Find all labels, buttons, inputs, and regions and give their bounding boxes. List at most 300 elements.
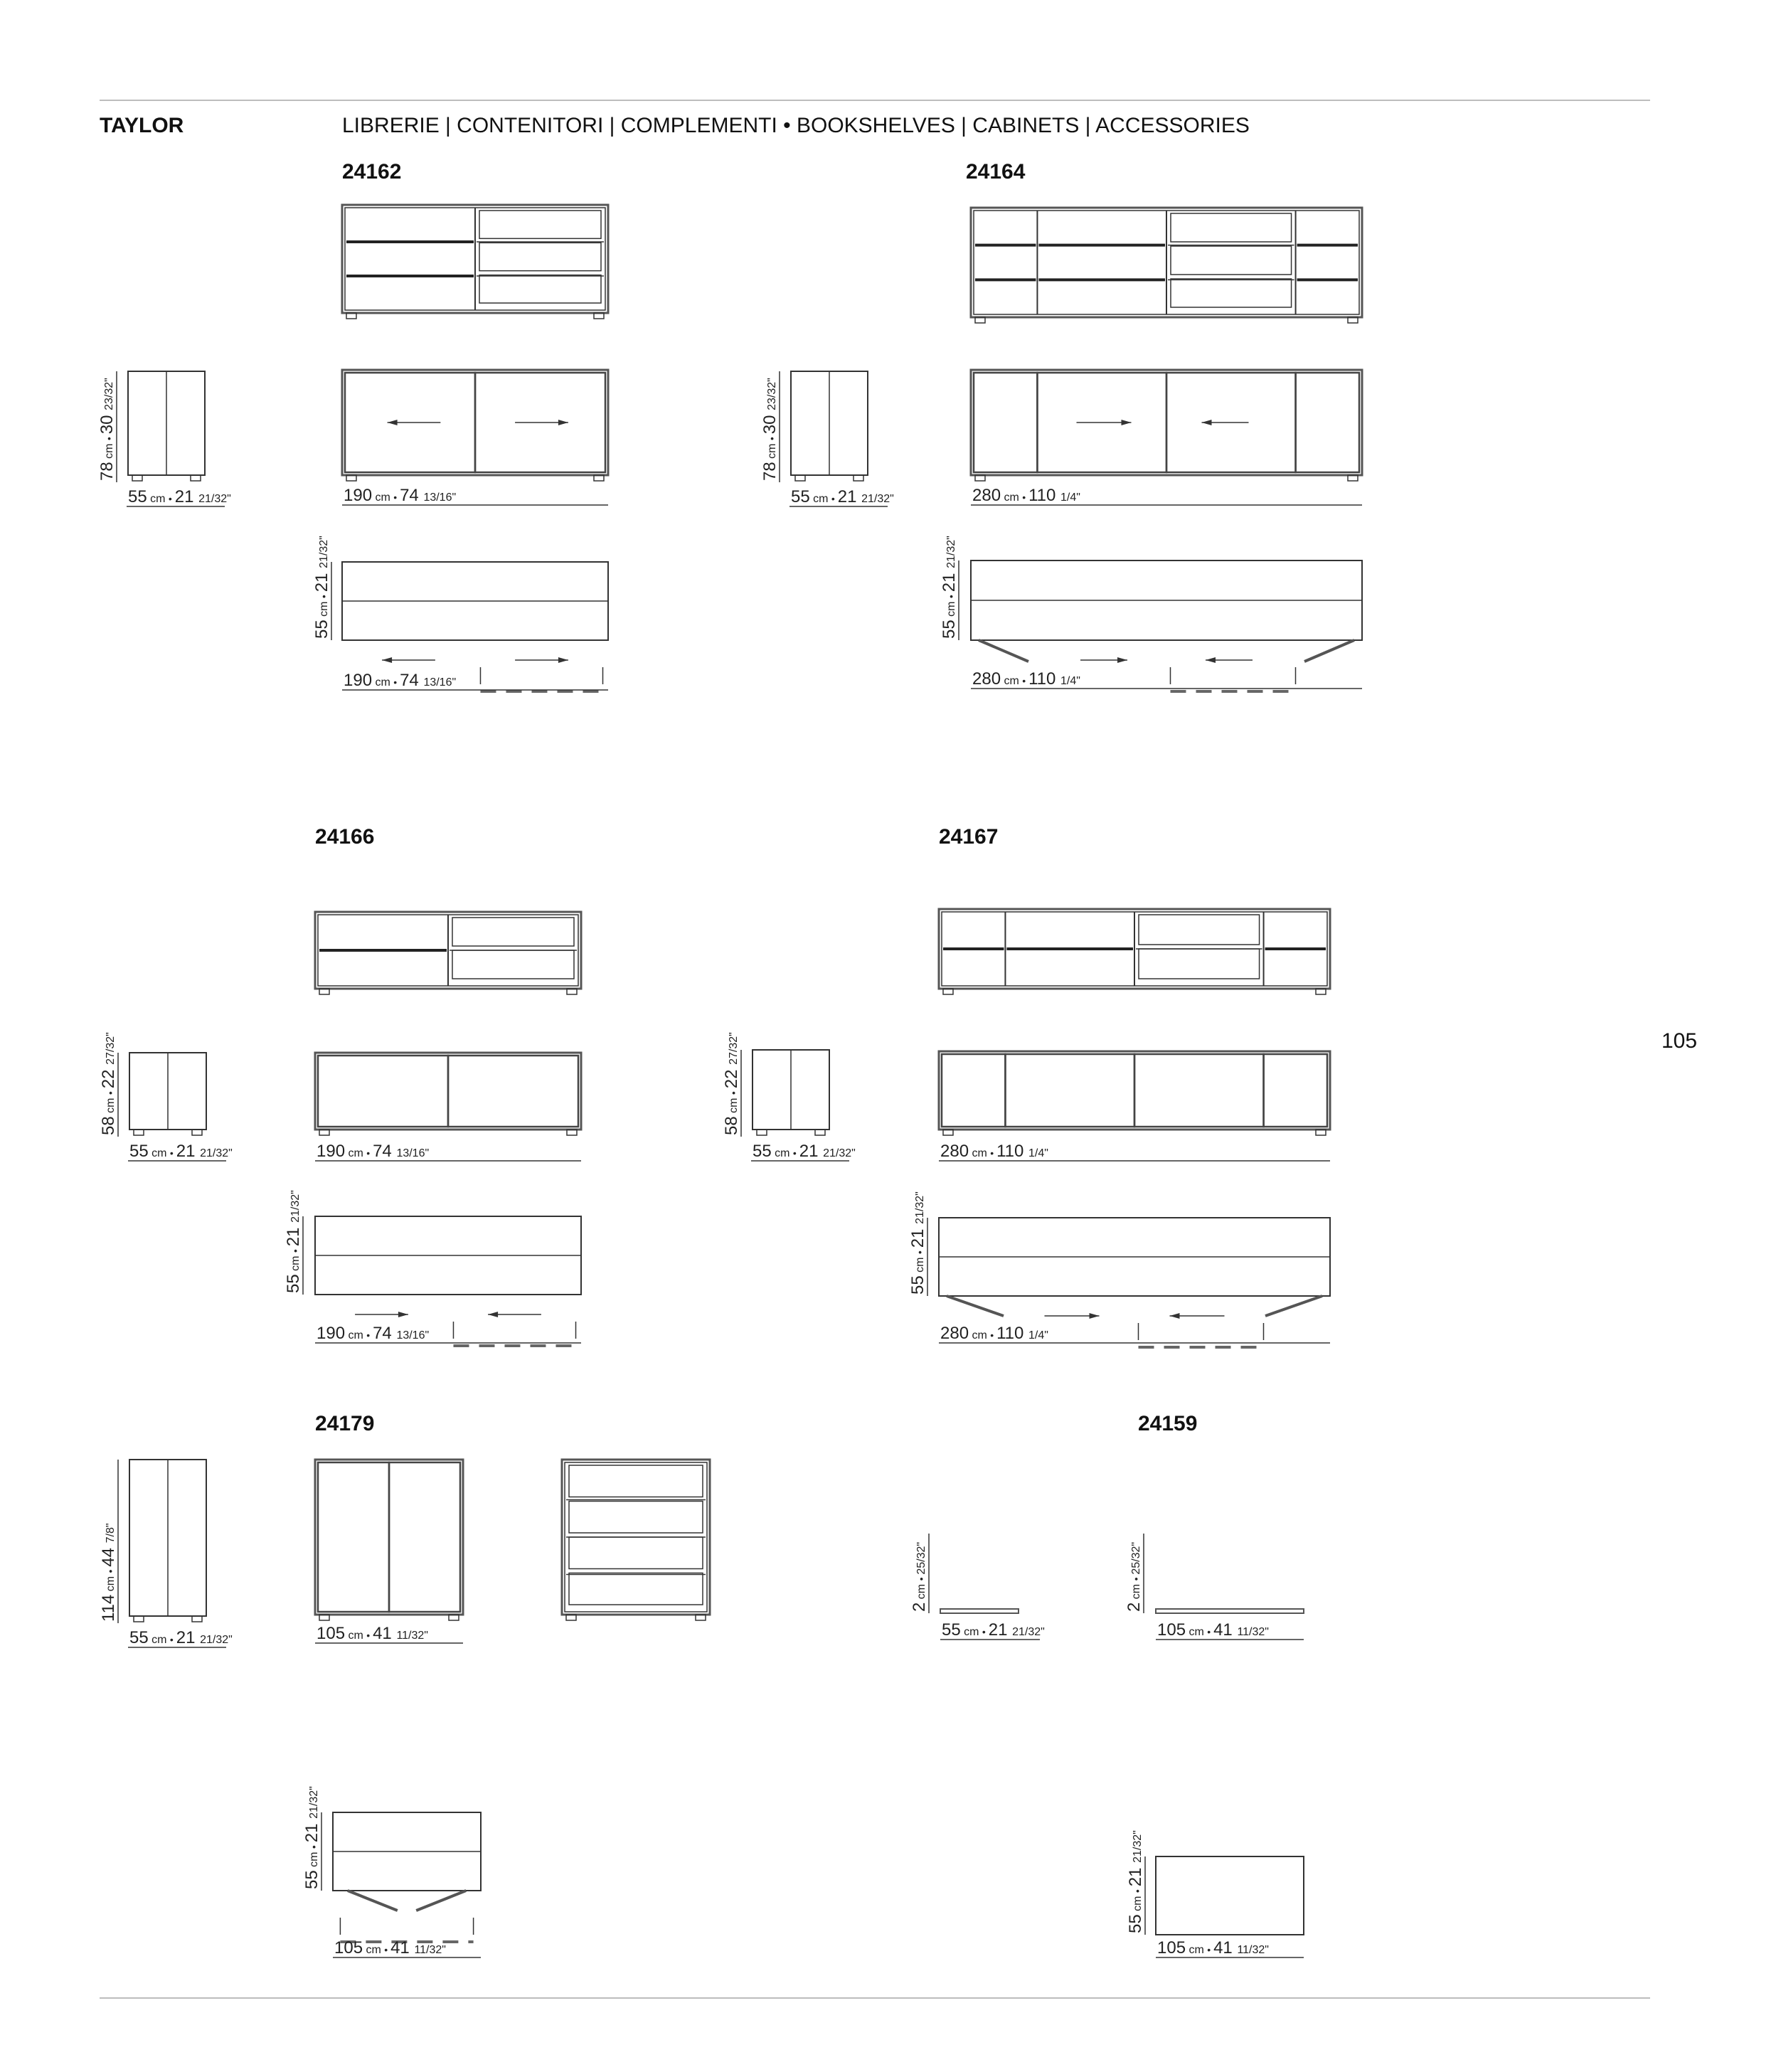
p24167-front-doors-panel-0 [942,1054,1005,1127]
p24162-width-part-0: 190 [344,486,373,505]
p24179-side-height-part-3: 44 [99,1543,118,1567]
p24164-front-drawers-box-2-2 [1171,279,1292,307]
p24159-small-shelf [940,1609,1019,1613]
p24162-width-part-1: cm [372,492,394,504]
p24167-side-height-part-3: 22 [722,1064,741,1089]
p24159-large-shelf-width-part-4: 11/32 [1237,1626,1265,1638]
p24159-small-shelf-depth [942,1620,1045,1640]
p24167-width-part-2: • [990,1147,997,1159]
p24162-plan-depth [312,536,331,639]
p24162-side-height-part-2: • [103,434,115,441]
p24167-front-doors-panel-1 [1005,1054,1134,1127]
p24166-front-doors-panel-0 [318,1056,448,1127]
p24166-width-part-2: • [366,1147,373,1159]
p24159-large-shelf-height [1124,1542,1144,1612]
breadcrumb-separator: • [783,114,791,137]
p24164-plan-depth-part-1: cm [945,598,957,620]
p24162-plan-depth-part-3: 21 [312,568,331,593]
product-code-24162: 24162 [342,160,402,184]
p24167-plan-swing-door-1 [1265,1296,1322,1316]
p24179-side-depth-part-3: 21 [176,1628,201,1647]
p24167-side-height [722,1032,741,1135]
p24159-large-shelf [1156,1609,1304,1613]
p24159-large-shelf-width-part-5: " [1265,1626,1269,1638]
p24162-side-depth-part-2: • [168,493,175,504]
p24159-large-shelf-height-part-2: • [1130,1574,1142,1581]
p24179-plan-swing-door-1 [416,1891,466,1911]
p24179-side-height-part-5: " [105,1523,117,1528]
p24164-plan-width-part-4: 1/4 [1060,675,1077,687]
p24159-plan-width-part-5: " [1265,1944,1269,1956]
p24162-plan-width-part-4: 13/16 [423,676,452,689]
p24166-width-part-4: 13/16 [396,1147,425,1159]
p24164-plan-depth [940,536,959,639]
p24164-plan-depth-text [940,536,959,639]
p24164-width-part-0: 280 [972,486,1001,505]
p24167-width-text [940,1142,1048,1161]
p24164-plan-swing-door-0 [979,640,1028,662]
p24179-side-height-part-1: cm [105,1573,117,1595]
p24162-side-foot-left [132,475,142,481]
p24164-side-height-part-0: 78 [760,462,780,481]
p24162-side-height-part-5: " [103,378,115,382]
p24159-large-shelf-height-part-0: 2 [1124,1602,1144,1612]
p24164-side-height [760,378,780,481]
p24167-front-drawers-box-2-1 [1139,949,1260,979]
p24167-side-depth-part-4: 21/32 [823,1147,852,1159]
p24167-plan-width-part-4: 1/4 [1028,1329,1045,1342]
p24179-plan-depth-part-2: • [308,1842,319,1849]
p24159-plan-body [1156,1856,1304,1935]
p24166-plan-depth-text [284,1190,303,1293]
p24166-plan-width-part-1: cm [345,1329,367,1342]
p24164-front-drawers-box-2-0 [1171,213,1292,242]
p24166-front-drawers-box-1-0 [452,918,574,946]
p24167-side-depth-part-0: 55 [753,1142,772,1161]
p24179-plan-width-part-1: cm [363,1944,385,1956]
p24164-side-height-part-4: 23/32 [766,381,778,410]
p24166-side-height-part-0: 58 [99,1116,118,1135]
p24164-plan-width-part-2: • [1022,675,1029,686]
p24166-plan-width-text [317,1324,429,1343]
p24166-plan-width-part-5: " [425,1329,430,1342]
p24167-front-drawers-box-2-0 [1139,915,1260,945]
p24164-plan-depth-part-5: " [945,536,957,540]
p24162-side-height-part-3: 30 [97,410,117,435]
p24166-side-foot-left [134,1130,144,1135]
p24159-plan-width-part-0: 105 [1157,1938,1186,1957]
p24167-side-foot-right [815,1130,825,1135]
p24166-front-drawers-box-1-1 [452,950,574,979]
p24179-front-drawers-box-0-1 [569,1502,703,1534]
p24164-plan-width-part-5: " [1076,675,1080,687]
p24162-plan-depth-part-2: • [318,592,329,599]
p24164-width-part-5: " [1076,492,1080,504]
p24167-side-depth-part-1: cm [771,1147,793,1159]
p24162-side-depth-part-3: 21 [174,487,199,506]
p24166-side-height-part-3: 22 [99,1064,118,1089]
p24159-large-shelf-width-part-0: 105 [1157,1620,1186,1640]
p24179-side-foot-right [192,1616,202,1622]
p24164-side-height-part-3: 30 [760,410,780,435]
p24159-large-shelf-height-text [1124,1542,1144,1612]
p24167-plan-depth-part-2: • [914,1248,925,1255]
p24164-side-foot-right [854,475,863,481]
p24162-side-depth-text [128,487,231,506]
p24166-side-height [99,1032,118,1135]
p24162-plan-depth-part-4: 21/32 [318,539,330,568]
p24166-plan-depth-part-0: 55 [284,1274,303,1293]
p24159-small-shelf-depth-part-3: 21 [988,1620,1013,1640]
p24179-plan-width-part-2: • [384,1944,391,1955]
p24164-front-doors-panel-0 [974,373,1037,472]
p24166-side-depth-part-5: " [228,1147,233,1159]
p24162-plan-depth-part-5: " [318,536,330,540]
p24179-front-drawers-box-0-3 [569,1573,703,1605]
p24179-width-text [317,1624,428,1643]
p24159-plan-depth [1126,1830,1145,1933]
p24167-side-depth-part-3: 21 [799,1142,824,1161]
p24159-large-shelf-width-part-3: 41 [1213,1620,1238,1640]
p24167-width [940,1142,1048,1161]
p24164-front-doors-arrow-0-head [1122,420,1132,425]
p24162-side-height [97,378,117,481]
p24179-plan-depth-part-0: 55 [302,1870,321,1889]
p24167-plan-width-part-1: cm [969,1329,991,1342]
p24167-width-part-0: 280 [940,1142,969,1161]
p24164-side-depth [791,487,894,506]
p24167-side-depth-text [753,1142,856,1161]
p24164-front-doors-panel-3 [1296,373,1359,472]
p24179-side-foot-left [134,1616,144,1622]
p24164-front-drawers-box-2-1 [1171,246,1292,275]
p24167-plan-depth-part-0: 55 [908,1275,927,1295]
p24167-plan-depth [908,1191,927,1295]
p24162-plan-width-text [344,671,456,690]
p24167-side-depth [753,1142,856,1161]
p24166-side-depth-part-3: 21 [176,1142,201,1161]
p24162-width [344,486,456,505]
p24164-width-part-3: 110 [1028,486,1060,505]
p24159-small-shelf-depth-part-0: 55 [942,1620,961,1640]
p24164-width-text [972,486,1080,505]
p24167-plan-slide-arrow-0-head [1090,1313,1100,1319]
p24179-plan-depth-part-3: 21 [302,1818,321,1843]
p24166-side-height-part-1: cm [105,1095,117,1117]
p24162-side-height-part-0: 78 [97,462,117,481]
p24167-front-doors-panel-2 [1134,1054,1264,1127]
p24159-plan-width-part-3: 41 [1213,1938,1238,1957]
p24162-plan-width-part-0: 190 [344,671,373,690]
p24162-plan-slide-arrow-1-head [558,657,568,663]
p24164-width [972,486,1080,505]
p24179-side-height [99,1523,118,1622]
p24166-plan-depth-part-2: • [289,1246,301,1253]
p24179-width [317,1624,428,1643]
p24179-front-doors-panel-0 [318,1462,389,1612]
p24159-large-shelf-height-part-5: " [1130,1541,1142,1546]
p24164-plan-swing-door-1 [1304,640,1354,662]
p24166-side-height-part-5: " [105,1032,117,1036]
p24162-front-drawers-box-1-1 [479,243,601,270]
p24162-plan-width [344,671,456,690]
p24166-width [317,1142,429,1161]
p24179-side-depth-part-5: " [228,1634,233,1646]
p24167-plan-width-part-5: " [1044,1329,1048,1342]
p24166-width-part-3: 74 [373,1142,397,1161]
p24159-small-shelf-height-part-0: 2 [910,1602,929,1612]
p24162-width-text [344,486,456,505]
product-code-24167: 24167 [939,825,999,849]
p24166-side-height-text [99,1032,118,1135]
p24159-plan-depth-part-4: 21/32 [1132,1834,1144,1863]
p24179-plan-depth [302,1786,321,1889]
p24179-width-part-4: 11/32 [396,1630,425,1642]
p24166-width-part-5: " [425,1147,430,1159]
p24167-side-height-part-0: 58 [722,1116,741,1135]
p24166-plan-depth-part-1: cm [289,1253,302,1275]
p24179-plan-swing-door-0 [348,1891,398,1911]
p24159-plan-width-part-4: 11/32 [1237,1944,1265,1956]
p24179-side-height-text [99,1523,118,1622]
p24179-side-depth [129,1628,233,1647]
p24167-side-height-part-1: cm [728,1095,740,1117]
p24179-front-drawers-box-0-0 [569,1465,703,1497]
p24159-plan-width-text [1157,1938,1269,1957]
p24159-plan-depth-part-0: 55 [1126,1914,1145,1933]
product-code-24179: 24179 [315,1412,375,1435]
p24166-width-text [317,1142,429,1161]
p24167-width-part-1: cm [969,1147,991,1159]
p24164-plan-width-part-0: 280 [972,669,1001,689]
product-code-24164: 24164 [966,160,1026,184]
p24164-plan-depth-part-4: 21/32 [945,539,957,568]
p24179-plan-width-part-0: 105 [334,1938,363,1957]
p24166-plan-width-part-4: 13/16 [396,1329,425,1342]
p24162-width-part-4: 13/16 [423,492,452,504]
p24167-front-doors-panel-3 [1264,1054,1327,1127]
p24166-plan-depth-part-3: 21 [284,1222,303,1247]
p24162-plan-depth-part-0: 55 [312,620,331,639]
p24179-side-height-part-0: 114 [99,1594,118,1622]
p24167-width-part-3: 110 [996,1142,1028,1161]
p24162-side-height-part-4: 23/32 [103,381,115,410]
p24167-width-part-4: 1/4 [1028,1147,1045,1159]
p24162-width-part-5: " [452,492,457,504]
p24179-front-doors-panel-1 [389,1462,460,1612]
p24179-width-part-0: 105 [317,1624,346,1643]
p24164-width-part-4: 1/4 [1060,492,1077,504]
p24179-width-part-1: cm [345,1630,367,1642]
p24164-side-height-part-5: " [766,378,778,382]
p24159-small-shelf-height-part-1: cm [915,1580,927,1603]
p24166-plan-depth [284,1190,303,1293]
p24164-side-depth-part-3: 21 [837,487,862,506]
p24159-large-shelf-width-part-2: • [1207,1626,1214,1637]
p24179-plan-depth-text [302,1786,321,1889]
p24159-large-shelf-width [1157,1620,1269,1640]
p24179-width-part-3: 41 [373,1624,397,1643]
p24164-side-height-part-1: cm [766,440,778,462]
p24166-plan-slide-arrow-1-head [488,1312,498,1317]
p24167-plan-width-part-0: 280 [940,1324,969,1343]
p24162-plan-width-part-3: 74 [400,671,424,690]
p24179-width-part-5: " [424,1630,428,1642]
p24162-plan-width-part-2: • [393,676,400,688]
p24166-side-height-part-2: • [105,1088,116,1095]
p24166-side-foot-right [192,1130,202,1135]
p24159-plan-depth-part-3: 21 [1126,1862,1145,1887]
categories-english: BOOKSHELVES | CABINETS | ACCESSORIES [796,114,1250,137]
p24159-small-shelf-height-part-5: " [915,1541,927,1546]
p24166-plan-width [317,1324,429,1343]
p24179-side-height-part-2: • [105,1566,116,1573]
p24159-small-shelf-height-part-2: • [915,1574,927,1581]
p24179-side-depth-text [129,1628,233,1647]
p24159-plan-width [1157,1938,1269,1957]
p24159-large-shelf-height-part-1: cm [1130,1580,1142,1603]
p24166-plan-depth-part-4: 21/32 [289,1194,302,1223]
p24162-side-depth-part-5: " [227,493,231,505]
p24164-side-height-part-2: • [766,434,777,441]
p24164-plan-width-part-3: 110 [1028,669,1060,689]
p24159-small-shelf-height-part-4: 25/32 [915,1546,927,1575]
p24164-plan-width-part-1: cm [1001,675,1023,687]
p24159-small-shelf-depth-part-4: 21/32 [1012,1626,1041,1638]
p24162-plan-depth-part-1: cm [318,598,330,620]
p24167-side-height-part-2: • [728,1088,739,1095]
p24179-side-depth-part-0: 55 [129,1628,149,1647]
p24167-plan-depth-part-3: 21 [908,1223,927,1248]
p24159-small-shelf-depth-part-5: " [1041,1626,1045,1638]
p24162-front-drawers-box-1-0 [479,211,601,238]
p24166-plan-width-part-0: 190 [317,1324,346,1343]
p24164-plan-slide-arrow-0-head [1117,657,1127,663]
p24164-side-height-text [760,378,780,481]
p24167-side-height-part-5: " [728,1032,740,1036]
p24167-width-part-5: " [1044,1147,1048,1159]
p24167-plan-width-text [940,1324,1048,1343]
p24162-side-depth [128,487,231,506]
p24159-small-shelf-depth-part-1: cm [960,1626,982,1638]
p24162-plan-width-part-1: cm [372,676,394,689]
p24179-plan-width-part-5: " [442,1944,446,1956]
p24167-side-depth-part-2: • [792,1147,799,1159]
page-number: 105 [1661,1029,1698,1053]
p24179-plan-depth-part-1: cm [308,1849,320,1871]
p24162-front-drawers-box-1-2 [479,275,601,303]
p24166-side-depth-part-2: • [169,1147,176,1159]
p24166-plan-depth-part-5: " [289,1190,302,1194]
p24159-small-shelf-height-text [910,1542,929,1612]
p24162-width-part-2: • [393,492,400,503]
p24159-plan-depth-part-5: " [1132,1830,1144,1834]
p24166-side-depth-part-4: 21/32 [200,1147,229,1159]
p24164-side-depth-part-2: • [831,493,838,504]
p24159-small-shelf-depth-text [942,1620,1045,1640]
p24166-side-depth-part-1: cm [148,1147,170,1159]
p24164-plan-depth-part-0: 55 [940,620,959,639]
p24166-side-depth [129,1142,233,1161]
p24166-plan-width-part-3: 74 [373,1324,397,1343]
p24167-plan-slide-arrow-1-head [1170,1313,1180,1319]
p24159-large-shelf-width-text [1157,1620,1269,1640]
p24164-plan-slide-arrow-1-head [1206,657,1216,663]
p24159-plan-depth-part-2: • [1132,1886,1143,1893]
p24179-side-depth-part-2: • [169,1634,176,1645]
p24167-plan-width [940,1324,1048,1343]
p24159-small-shelf-height [910,1542,929,1612]
p24167-plan-width-part-2: • [990,1329,997,1341]
p24179-plan-width-part-4: 11/32 [414,1944,442,1956]
p24162-side-depth-part-4: 21/32 [198,493,228,505]
p24166-width-part-0: 190 [317,1142,346,1161]
p24179-plan-width-part-3: 41 [390,1938,415,1957]
p24159-plan-depth-part-1: cm [1132,1893,1144,1915]
p24162-plan-width-part-5: " [452,676,457,689]
p24179-plan-depth-part-4: 21/32 [308,1790,320,1819]
p24164-plan-width [972,669,1080,689]
p24164-plan-width-text [972,669,1080,689]
p24162-front-doors-arrow-1-head [558,420,568,425]
p24167-plan-depth-text [908,1191,927,1295]
p24164-side-depth-part-1: cm [809,493,831,505]
p24179-side-height-part-4: 7/8 [105,1527,117,1544]
p24166-plan-slide-arrow-0-head [398,1312,408,1317]
p24159-large-shelf-height-part-4: 25/32 [1130,1546,1142,1575]
p24166-side-height-part-4: 27/32 [105,1036,117,1065]
p24164-side-depth-text [791,487,894,506]
p24159-small-shelf-depth-part-2: • [982,1626,989,1637]
p24162-side-depth-part-1: cm [147,493,169,505]
p24179-plan-depth-part-5: " [308,1786,320,1790]
p24164-side-depth-part-5: " [890,493,894,505]
p24159-large-shelf-width-part-1: cm [1186,1626,1208,1638]
p24166-width-part-1: cm [345,1147,367,1159]
p24162-side-height-text [97,378,117,481]
p24167-plan-depth-part-4: 21/32 [914,1195,926,1224]
p24167-side-depth-part-5: " [851,1147,856,1159]
p24167-plan-width-part-3: 110 [996,1324,1028,1343]
p24159-plan-width-part-2: • [1207,1944,1214,1955]
p24164-width-part-2: • [1022,492,1029,503]
product-code-24159: 24159 [1138,1412,1198,1435]
p24164-width-part-1: cm [1001,492,1023,504]
p24162-front-doors-arrow-0-head [388,420,398,425]
p24166-side-depth-text [129,1142,233,1161]
p24164-front-doors-arrow-1-head [1202,420,1212,425]
p24162-width-part-3: 74 [400,486,424,505]
p24166-side-depth-part-0: 55 [129,1142,149,1161]
p24162-side-foot-right [191,475,201,481]
p24159-plan-width-part-1: cm [1186,1944,1208,1956]
p24162-side-depth-part-0: 55 [128,487,147,506]
p24167-side-height-text [722,1032,741,1135]
p24164-side-foot-left [795,475,805,481]
categories-italian: LIBRERIE | CONTENITORI | COMPLEMENTI [342,114,777,137]
p24162-side-height-part-1: cm [103,440,115,462]
p24167-side-foot-left [757,1130,767,1135]
brand-name: TAYLOR [100,114,184,137]
p24164-side-depth-part-4: 21/32 [861,493,890,505]
p24167-plan-depth-part-1: cm [914,1254,926,1276]
p24166-plan-width-part-2: • [366,1329,373,1341]
p24164-side-depth-part-0: 55 [791,487,810,506]
p24179-side-depth-part-4: 21/32 [200,1634,229,1646]
p24179-width-part-2: • [366,1630,373,1641]
p24167-side-height-part-4: 27/32 [728,1036,740,1065]
p24179-side-depth-part-1: cm [148,1634,170,1646]
